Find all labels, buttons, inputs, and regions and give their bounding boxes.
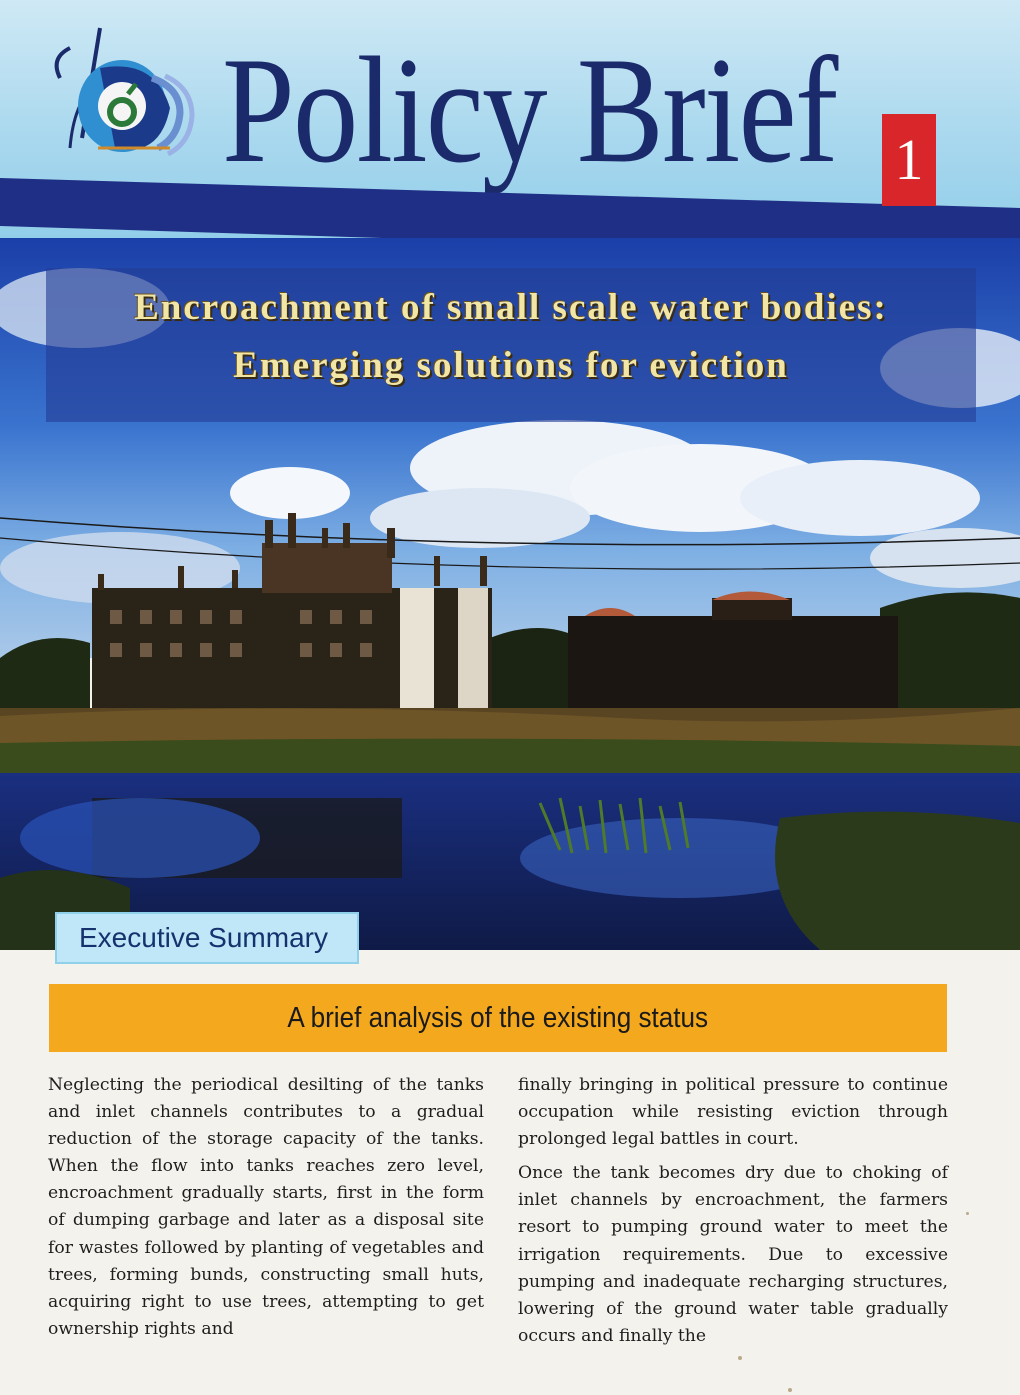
body-paragraph: finally bringing in political pressure to continue occupation while resisting eviction through prolonged legal battles in court.: [518, 1075, 948, 1150]
paper-speck: [788, 1388, 792, 1392]
section-heading: A brief analysis of the existing status: [287, 1002, 709, 1034]
body-paragraph: Once the tank becomes dry due to choking of inlet channels by encroachment, the farmers resort to pumping ground water to meet the irrigation requirements. Due to excessive pumping and inadequate recharging structures, lowering of the ground water table gradually occurs and finally the: [518, 1163, 948, 1346]
cover-headline-line-2: Emerging solutions for eviction: [233, 345, 789, 386]
executive-summary-tab: Executive Summary: [55, 912, 359, 964]
body-paragraph: Neglecting the periodical desilting of the tanks and inlet channels contributes to a gradual reduction of the storage capacity of the tanks. When the flow into tanks reaches zero level, encroachment gradually starts, first in the form of dumping garbage and later as a disposal site for wastes followed by planting of vegetables and trees, forming bunds, constructing small huts, acquiring right to use trees, attempting to get ownership rights and: [48, 1075, 484, 1339]
paper-speck: [738, 1356, 742, 1360]
body-column-left: [48, 1072, 484, 1350]
masthead-title: Policy Brief: [222, 26, 837, 194]
issue-number-badge: 1: [882, 114, 936, 206]
organization-logo-icon: [40, 18, 200, 168]
cover-headline-line-1: Encroachment of small scale water bodies:: [134, 287, 888, 328]
cover-headline-box: [46, 268, 976, 422]
body-column-right: [518, 1072, 948, 1357]
paper-speck: [966, 1212, 969, 1215]
masthead: [0, 0, 1020, 250]
section-heading-bar: [49, 984, 947, 1052]
